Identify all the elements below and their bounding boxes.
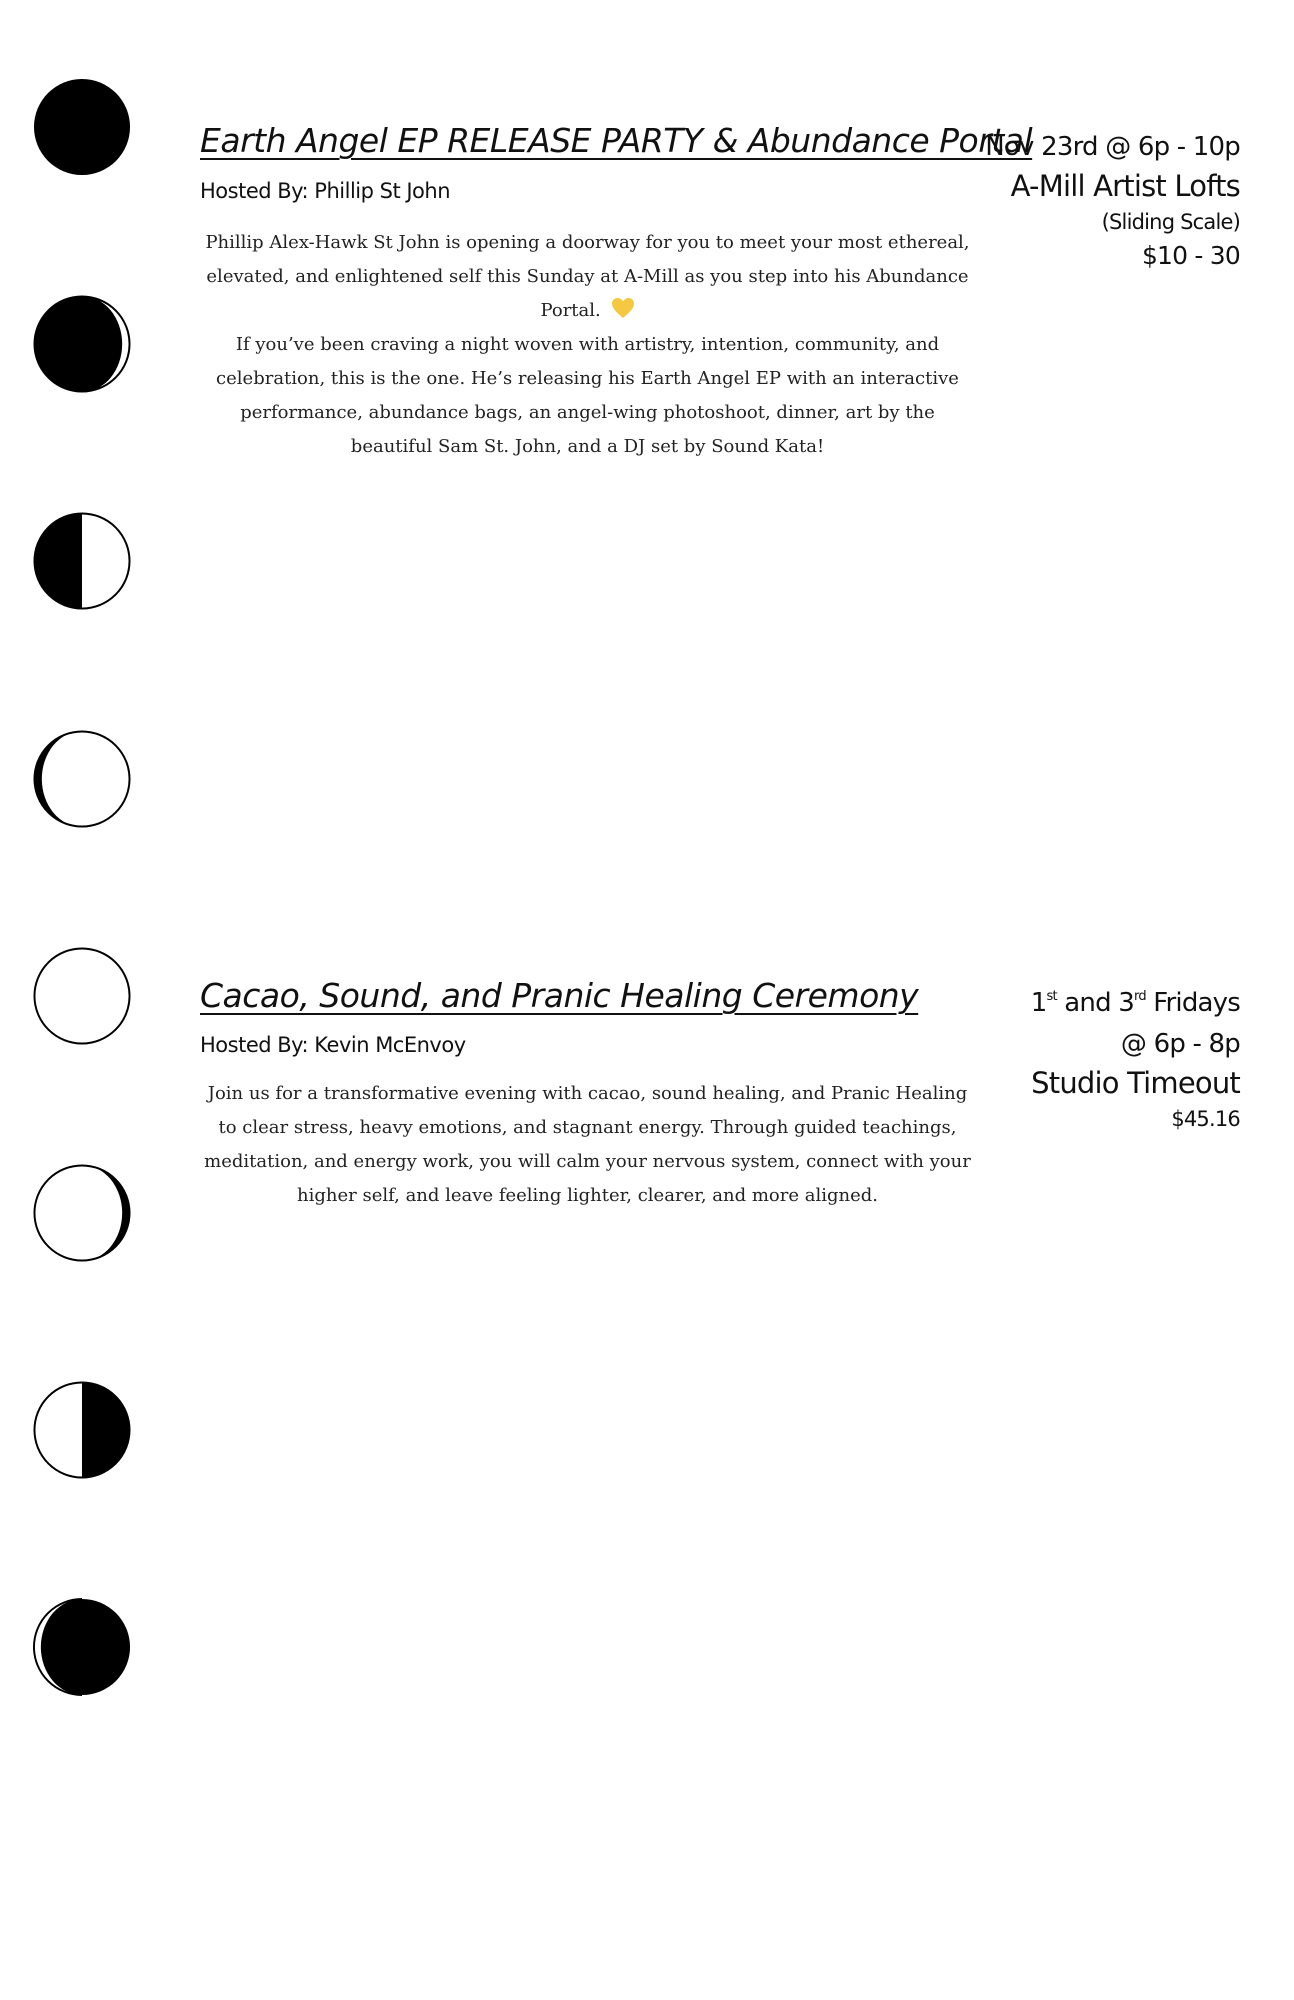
- event-description: [200, 1077, 975, 1213]
- last-quarter-moon-icon: [33, 1381, 131, 1479]
- event-host: Hosted By: Phillip St John: [200, 179, 451, 203]
- first-quarter-moon-icon: [33, 512, 131, 610]
- event-host: Hosted By: Kevin McEnvoy: [200, 1033, 466, 1057]
- event-title: Cacao, Sound, and Pranic Healing Ceremony: [200, 976, 919, 1015]
- event-description: [200, 226, 975, 464]
- event-venue: Studio Timeout: [1031, 1066, 1240, 1100]
- event-price: $10 - 30: [1141, 241, 1240, 270]
- new-moon-icon: [33, 78, 131, 176]
- event-schedule: 1st and 3rd Fridays: [1030, 988, 1240, 1018]
- yellow-heart-icon: [611, 297, 635, 319]
- event-date: Nov 23rd @ 6p - 10p: [985, 132, 1240, 162]
- event-title: Earth Angel EP RELEASE PARTY & Abundance Portal: [200, 121, 1033, 160]
- event-price: $45.16: [1171, 1107, 1240, 1131]
- price-note: (Sliding Scale): [1101, 210, 1240, 234]
- waning-gibbous-moon-icon: [33, 1164, 131, 1262]
- waning-crescent-moon-icon: [33, 1598, 131, 1696]
- event-time: @ 6p - 8p: [1120, 1029, 1240, 1059]
- description-text: Phillip Alex-Hawk St John is opening a doorway for you to meet your most ethereal, elevated, and enlightened self this Sunday at A-Mill as you step into his Abundance Portal.: [205, 232, 970, 321]
- event-details: [985, 128, 1240, 274]
- full-moon-icon: [33, 947, 131, 1045]
- event-venue: A-Mill Artist Lofts: [1010, 169, 1240, 203]
- waxing-crescent-moon-icon: [33, 295, 131, 393]
- description-paragraph: If you’ve been craving a night woven with artistry, intention, community, and celebration, this is the one. He’s releasing his Earth Angel EP with an interactive performance, abundance bags, an angel-wing photoshoot, dinner, art by the beautiful Sam St. John, and a DJ set by Sound Kata!: [216, 334, 959, 457]
- description-paragraph: Join us for a transformative evening with cacao, sound healing, and Pranic Healing to clear stress, heavy emotions, and stagnant energy. Through guided teachings, meditation, and energy work, you will calm your nervous system, connect with your higher self, and leave feeling lighter, clearer, and more aligned.: [204, 1083, 971, 1206]
- waxing-gibbous-moon-icon: [33, 730, 131, 828]
- event-details: [1031, 984, 1240, 1135]
- description-paragraph: [200, 226, 975, 328]
